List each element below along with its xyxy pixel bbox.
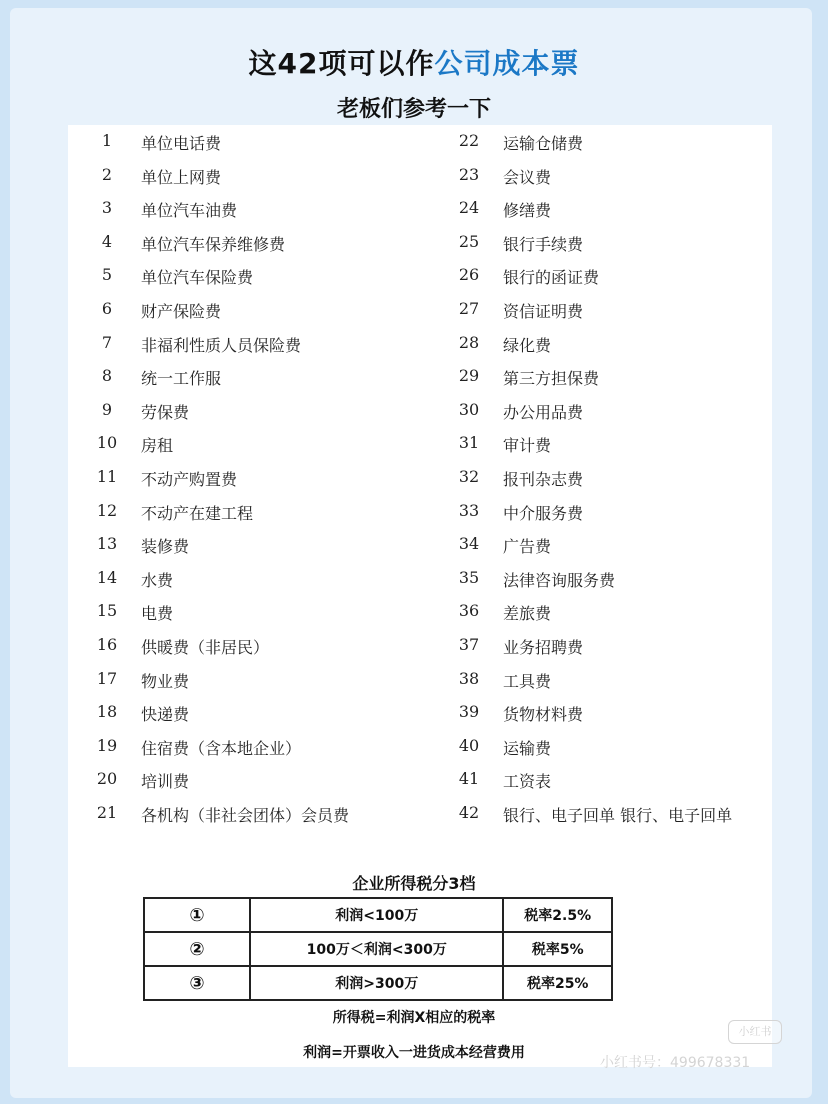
page-subtitle: 老板们参考一下 xyxy=(336,97,491,122)
item-label: 不动产在建工程 xyxy=(141,503,254,523)
profit-formula: 利润=开票收入一进货成本经营费用 xyxy=(303,1045,525,1061)
item-label: 办公用品费 xyxy=(503,402,584,422)
item-label: 资信证明费 xyxy=(503,302,584,321)
item-label: 水费 xyxy=(141,570,174,590)
item-label: 运输仓储费 xyxy=(503,134,584,153)
item-label: 住宿费（含本地企业） xyxy=(141,738,302,758)
item-label: 绿化费 xyxy=(503,335,552,355)
item-number: 36 xyxy=(458,601,480,621)
item-number: 2 xyxy=(101,164,113,184)
item-label: 银行、电子回单 银行、电子回单 xyxy=(503,806,733,825)
item-label: 工具费 xyxy=(503,671,552,691)
item-label: 广告费 xyxy=(503,537,552,557)
watermark-logo: 小红书 xyxy=(728,1020,782,1044)
item-label: 统一工作服 xyxy=(141,369,222,389)
item-label: 非福利性质人员保险费 xyxy=(141,335,302,355)
item-number: 29 xyxy=(458,366,480,386)
profit-range: 利润>300万 xyxy=(250,966,503,1000)
item-number: 38 xyxy=(458,668,480,688)
item-number: 9 xyxy=(101,399,113,419)
item-label: 银行手续费 xyxy=(503,234,584,254)
item-label: 房租 xyxy=(141,436,174,456)
item-number: 28 xyxy=(458,332,480,352)
tier-number: ① xyxy=(144,898,250,932)
title-prefix: 这42项可以作 xyxy=(248,47,435,80)
item-label: 报刊杂志费 xyxy=(503,470,584,489)
item-number: 42 xyxy=(458,803,480,822)
item-label: 各机构（非社会团体）会员费 xyxy=(141,806,350,825)
item-number: 41 xyxy=(458,769,480,789)
item-label: 中介服务费 xyxy=(503,503,584,523)
item-number: 3 xyxy=(101,198,113,218)
title-highlight: 公司成本票 xyxy=(434,47,580,80)
item-number: 10 xyxy=(96,433,118,453)
item-number: 7 xyxy=(101,332,113,352)
item-number: 37 xyxy=(458,635,480,654)
tax-row xyxy=(144,966,612,1000)
item-number: 40 xyxy=(458,735,480,755)
item-number: 24 xyxy=(458,198,480,218)
item-label: 修缮费 xyxy=(503,201,552,221)
item-number: 19 xyxy=(96,735,118,755)
item-label: 不动产购置费 xyxy=(141,470,238,489)
item-label: 单位电话费 xyxy=(141,134,222,153)
income-tax-formula: 所得税=利润X相应的税率 xyxy=(332,1010,496,1026)
item-number: 21 xyxy=(96,803,118,822)
item-label: 运输费 xyxy=(503,738,552,758)
profit-range: 利润<100万 xyxy=(250,898,503,932)
item-label: 单位汽车保险费 xyxy=(141,268,254,288)
item-label: 单位汽车保养维修费 xyxy=(141,234,286,254)
item-label: 第三方担保费 xyxy=(503,369,600,389)
item-number: 18 xyxy=(96,702,118,722)
item-number: 16 xyxy=(96,635,118,654)
item-label: 会议费 xyxy=(503,167,552,187)
item-number: 1 xyxy=(101,131,113,150)
item-label: 业务招聘费 xyxy=(503,638,584,657)
item-label: 培训费 xyxy=(141,772,190,792)
item-number: 39 xyxy=(458,702,480,722)
item-label: 快递费 xyxy=(141,705,190,725)
item-label: 法律咨询服务费 xyxy=(503,570,616,590)
tax-rate: 税率2.5% xyxy=(503,898,612,932)
tax-rate: 税率25% xyxy=(503,966,612,1000)
item-label: 银行的函证费 xyxy=(503,268,600,288)
tax-title: 企业所得税分3档 xyxy=(352,874,476,893)
item-label: 物业费 xyxy=(141,671,190,691)
item-number: 6 xyxy=(101,299,113,318)
item-number: 11 xyxy=(96,467,118,486)
item-number: 8 xyxy=(101,366,113,386)
item-label: 审计费 xyxy=(503,436,552,456)
item-number: 15 xyxy=(96,601,118,621)
item-label: 劳保费 xyxy=(141,402,190,422)
item-number: 22 xyxy=(458,131,480,150)
item-number: 27 xyxy=(458,299,480,318)
item-number: 26 xyxy=(458,265,480,285)
item-label: 供暖费（非居民） xyxy=(141,638,270,657)
item-number: 32 xyxy=(458,467,480,486)
item-number: 25 xyxy=(458,231,480,251)
item-number: 13 xyxy=(96,534,118,554)
item-number: 14 xyxy=(96,567,118,587)
item-label: 单位汽车油费 xyxy=(141,201,238,221)
item-number: 4 xyxy=(101,231,113,251)
item-label: 工资表 xyxy=(503,772,552,792)
item-label: 电费 xyxy=(141,604,174,624)
item-number: 5 xyxy=(101,265,113,285)
item-number: 23 xyxy=(458,164,480,184)
item-label: 货物材料费 xyxy=(503,705,584,725)
tier-number: ③ xyxy=(144,966,250,1000)
item-number: 33 xyxy=(458,500,480,520)
item-number: 20 xyxy=(96,769,118,789)
item-number: 17 xyxy=(96,668,118,688)
page-title xyxy=(0,42,828,82)
tax-row xyxy=(144,932,612,966)
item-number: 34 xyxy=(458,534,480,554)
watermark-text: 小红书号：499678331 xyxy=(600,1055,751,1071)
item-number: 30 xyxy=(458,399,480,419)
item-number: 35 xyxy=(458,567,480,587)
tax-rate: 税率5% xyxy=(503,932,612,966)
item-label: 差旅费 xyxy=(503,604,552,624)
tax-row xyxy=(144,898,612,932)
item-label: 单位上网费 xyxy=(141,167,222,187)
tier-number: ② xyxy=(144,932,250,966)
item-number: 31 xyxy=(458,433,480,453)
profit-range: 100万＜利润<300万 xyxy=(250,932,503,966)
tax-table xyxy=(143,897,613,1001)
item-label: 装修费 xyxy=(141,537,190,557)
item-number: 12 xyxy=(96,500,118,520)
item-label: 财产保险费 xyxy=(141,302,222,321)
